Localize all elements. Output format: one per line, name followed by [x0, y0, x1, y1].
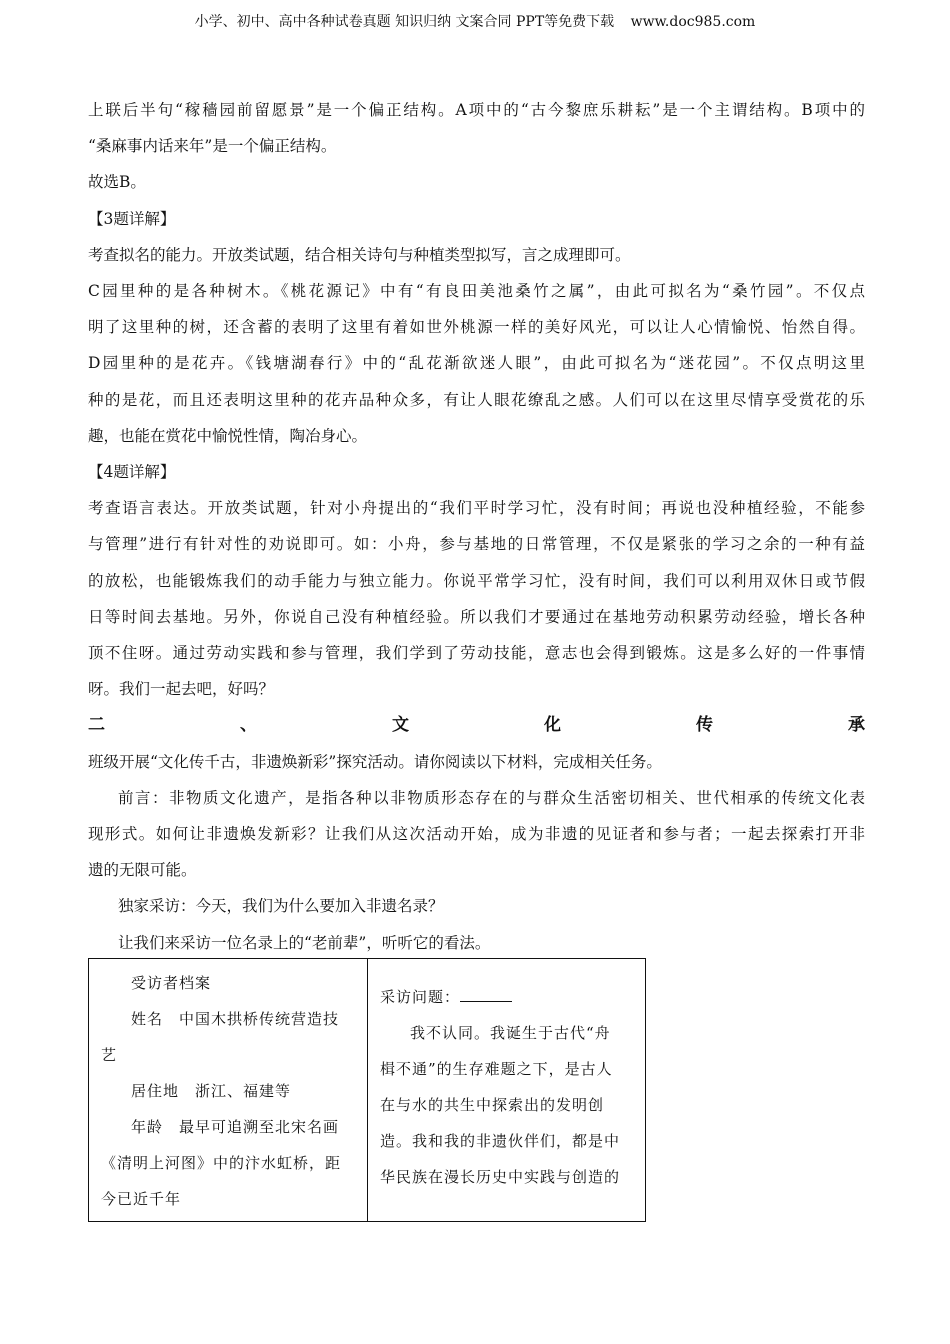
- text-line: “桑麻事内话来年”是一个偏正结构。: [88, 137, 337, 156]
- interview-answer-cell: [368, 959, 646, 1222]
- text-line: C园里种的是各种树木。《桃花源记》中有“有良田美池桑竹之属”，由此可拟名为“桑竹园”。不仅点: [88, 282, 865, 301]
- text-line: 明了这里种的树，还含蓄的表明了这里有着如世外桃源一样的美好风光，可以让人心情愉悦、怡然自得。: [88, 318, 865, 337]
- answer-explanation: [88, 92, 865, 707]
- text-line: 的放松，也能锻炼我们的动手能力与独立能力。你说平常学习忙，没有时间，我们可以利用双休日或节假: [88, 571, 865, 590]
- page-header: [0, 12, 950, 32]
- text-line: 上联后半句“稼穑园前留愿景”是一个偏正结构。A项中的“古今黎庶乐耕耘”是一个主谓结构。B项中的: [88, 101, 865, 119]
- text-line: 【4题详解】: [88, 463, 176, 482]
- answer-line: 华民族在漫长历史中实践与创造的: [380, 1168, 621, 1186]
- text-line: 种的是花，而且还表明这里种的花卉品种众多，有让人眼花缭乱之感。人们可以在这里尽情享受赏花的乐: [88, 390, 865, 409]
- profile-line: 居住地 浙江、福建等: [131, 1082, 292, 1100]
- answer-line: 我不认同。我诞生于古代“舟: [410, 1024, 611, 1042]
- text-line: 考查拟名的能力。开放类试题，结合相关诗句与种植类型拟写，言之成理即可。: [88, 245, 631, 264]
- profile-line: 姓名 中国木拱桥传统营造技: [131, 1010, 340, 1028]
- activity-intro: 班级开展“文化传千古，非遗焕新彩”探究活动。请你阅读以下材料，完成相关任务。: [88, 752, 662, 771]
- preface-line: 前言：非物质文化遗产，是指各种以非物质形态存在的与群众生活密切相关、世代相承的传统文化表: [118, 788, 865, 807]
- question-blank[interactable]: [460, 985, 512, 1002]
- answer-line: 在与水的共生中探索出的发明创: [380, 1096, 605, 1114]
- question-label: 采访问题：: [380, 988, 461, 1006]
- document-body: [88, 92, 865, 961]
- header-text: 小学、初中、高中各种试卷真题 知识归纳 文案合同 PPT等免费下载: [194, 14, 615, 30]
- text-line: 趣，也能在赏花中愉悦性情，陶冶身心。: [88, 426, 368, 445]
- preface-line: 现形式。如何让非遗焕发新彩？让我们从这次活动开始，成为非遗的见证者和参与者；一起去探索打开非: [88, 825, 865, 844]
- profile-line: 受访者档案: [131, 974, 212, 992]
- text-line: 考查语言表达。开放类试题，针对小舟提出的“我们平时学习忙，没有时间；再说也没种植经验，不能参: [88, 499, 865, 518]
- profile-line: 艺: [101, 1046, 118, 1064]
- profile-line: 《清明上河图》中的汴水虹桥，距: [101, 1154, 342, 1172]
- answer-line: 造。我和我的非遗伙伴们，都是中: [380, 1132, 621, 1150]
- preface-line: 遗的无限可能。: [88, 861, 197, 880]
- text-line: D园里种的是花卉。《钱塘湖春行》中的“乱花渐欲迷人眼”，由此可拟名为“迷花园”。不仅点明这里: [88, 354, 865, 373]
- profile-line: 年龄 最早可追溯至北宋名画: [131, 1118, 340, 1136]
- answer-line: 楫不通”的生存难题之下，是古人: [380, 1060, 613, 1078]
- text-line: 顶不住呀。通过劳动实践和参与管理，我们学到了劳动技能，意志也会得到锻炼。这是多么好的一件事情: [88, 644, 865, 663]
- question-line: [380, 979, 633, 1015]
- header-url: www.doc985.com: [630, 14, 756, 30]
- text-line: 日等时间去基地。另外，你说自己没有种植经验。所以我们才要通过在基地劳动积累劳动经验，增长各种: [88, 607, 865, 626]
- section-title: 二、文化传承: [88, 715, 865, 736]
- interview-intro: 独家采访：今天，我们为什么要加入非遗名录？: [118, 897, 444, 916]
- text-line: 呀。我们一起去吧，好吗？: [88, 680, 275, 699]
- profile-line: 今已近千年: [101, 1190, 182, 1208]
- interview-intro-2: 让我们来采访一位名录上的“老前辈”，听听它的看法。: [118, 933, 491, 952]
- interview-table: [88, 958, 646, 1222]
- preface: [88, 780, 865, 889]
- interviewee-profile-cell: [89, 959, 368, 1222]
- text-line: 与管理”进行有针对性的劝说即可。如：小舟，参与基地的日常管理，不仅是紧张的学习之余的一种有益: [88, 535, 865, 554]
- text-line: 故选B。: [88, 173, 146, 192]
- text-line: 【3题详解】: [88, 209, 176, 228]
